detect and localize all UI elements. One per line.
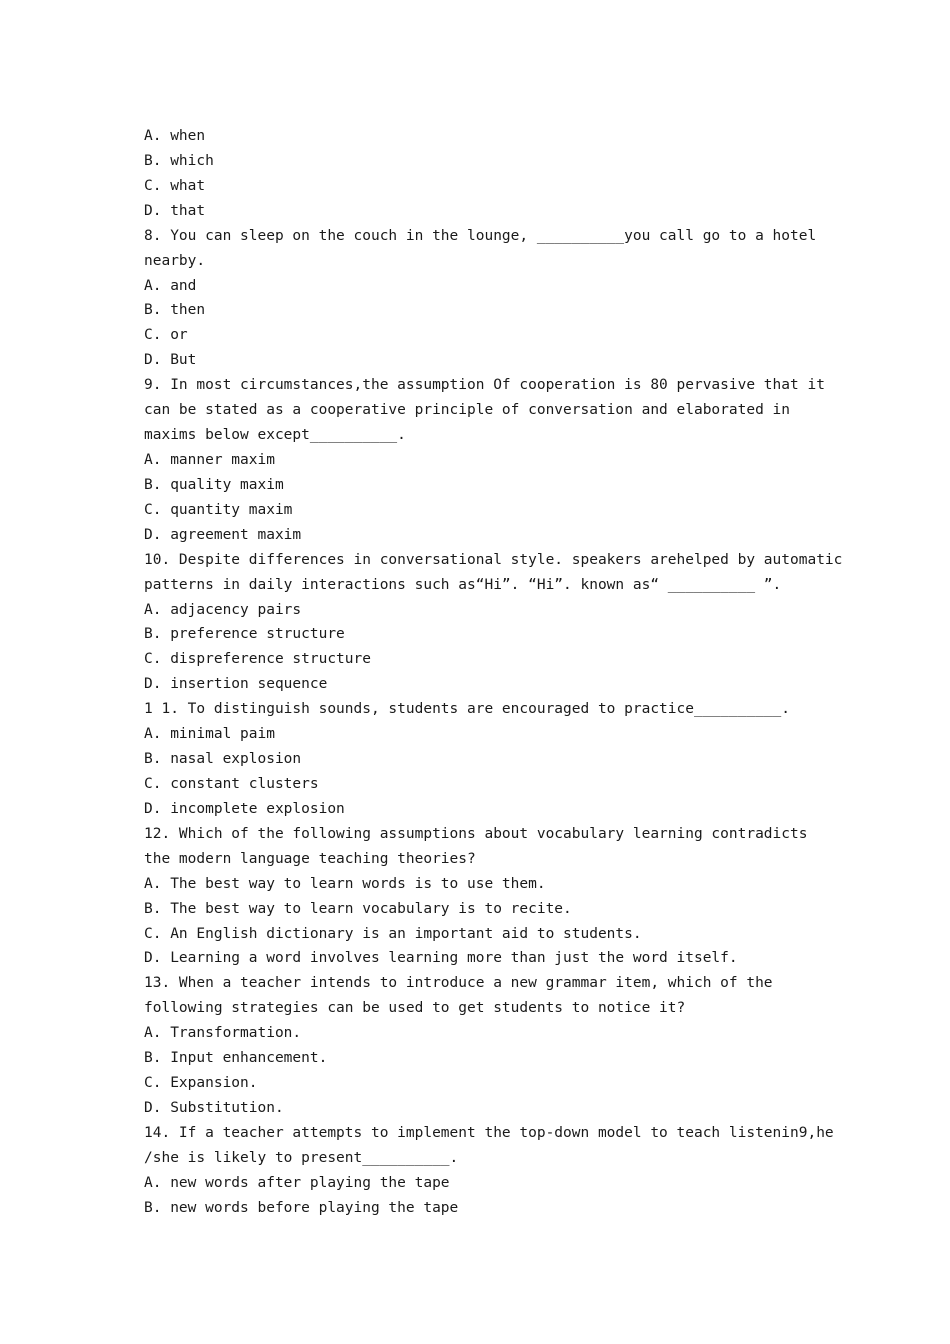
option-line: C. dispreference structure: [144, 651, 371, 668]
option-line: B. nasal explosion: [144, 751, 302, 768]
question-line: can be stated as a cooperative principle of conversation and elaborated in: [144, 402, 791, 419]
option-line: C. An English dictionary is an important aid to students.: [144, 925, 642, 942]
question-line: 12. Which of the following assumptions about vocabulary learning contradicts: [144, 825, 808, 842]
question-line: 10. Despite differences in conversational style. speakers arehelped by automatic: [144, 551, 843, 568]
option-line: B. which: [144, 152, 214, 169]
document-body: [144, 124, 843, 1221]
question-line: 8. You can sleep on the couch in the lounge, __________you call go to a hotel: [144, 227, 817, 244]
option-line: B. new words before playing the tape: [144, 1199, 459, 1216]
question-line: nearby.: [144, 252, 206, 269]
option-line: C. constant clusters: [144, 775, 319, 792]
option-line: D. incomplete explosion: [144, 800, 345, 817]
option-line: C. quantity maxim: [144, 501, 293, 518]
option-line: D. agreement maxim: [144, 526, 302, 543]
option-line: A. and: [144, 277, 197, 294]
question-line: 13. When a teacher intends to introduce a new grammar item, which of the: [144, 975, 773, 992]
option-line: D. Learning a word involves learning more than just the word itself.: [144, 950, 738, 967]
option-line: A. minimal paim: [144, 726, 275, 743]
option-line: C. or: [144, 327, 188, 344]
option-line: D. But: [144, 352, 197, 369]
option-line: D. insertion sequence: [144, 676, 328, 693]
option-line: D. that: [144, 202, 206, 219]
option-line: A. Transformation.: [144, 1025, 302, 1042]
option-line: D. Substitution.: [144, 1099, 284, 1116]
option-line: B. quality maxim: [144, 476, 284, 493]
option-line: A. The best way to learn words is to use them.: [144, 875, 546, 892]
option-line: C. Expansion.: [144, 1075, 258, 1092]
option-line: B. then: [144, 302, 206, 319]
option-line: A. manner maxim: [144, 451, 275, 468]
question-line: 1 1. To distinguish sounds, students are encouraged to practice__________.: [144, 701, 791, 718]
question-line: 9. In most circumstances,the assumption Of cooperation is 80 pervasive that it: [144, 377, 825, 394]
option-line: B. Input enhancement.: [144, 1050, 328, 1067]
question-line: following strategies can be used to get students to notice it?: [144, 1000, 686, 1017]
question-line: /she is likely to present__________.: [144, 1149, 459, 1166]
option-line: A. when: [144, 128, 206, 144]
question-line: maxims below except__________.: [144, 427, 406, 444]
option-line: A. adjacency pairs: [144, 601, 302, 618]
option-line: A. new words after playing the tape: [144, 1174, 450, 1191]
option-line: B. The best way to learn vocabulary is to recite.: [144, 900, 572, 917]
question-line: 14. If a teacher attempts to implement the top-down model to teach listenin9,he: [144, 1124, 834, 1141]
question-line: the modern language teaching theories?: [144, 850, 476, 867]
question-line: patterns in daily interactions such as“Hi”. “Hi”. known as“ __________ ”.: [144, 576, 782, 593]
option-line: C. what: [144, 177, 206, 194]
option-line: B. preference structure: [144, 626, 345, 643]
